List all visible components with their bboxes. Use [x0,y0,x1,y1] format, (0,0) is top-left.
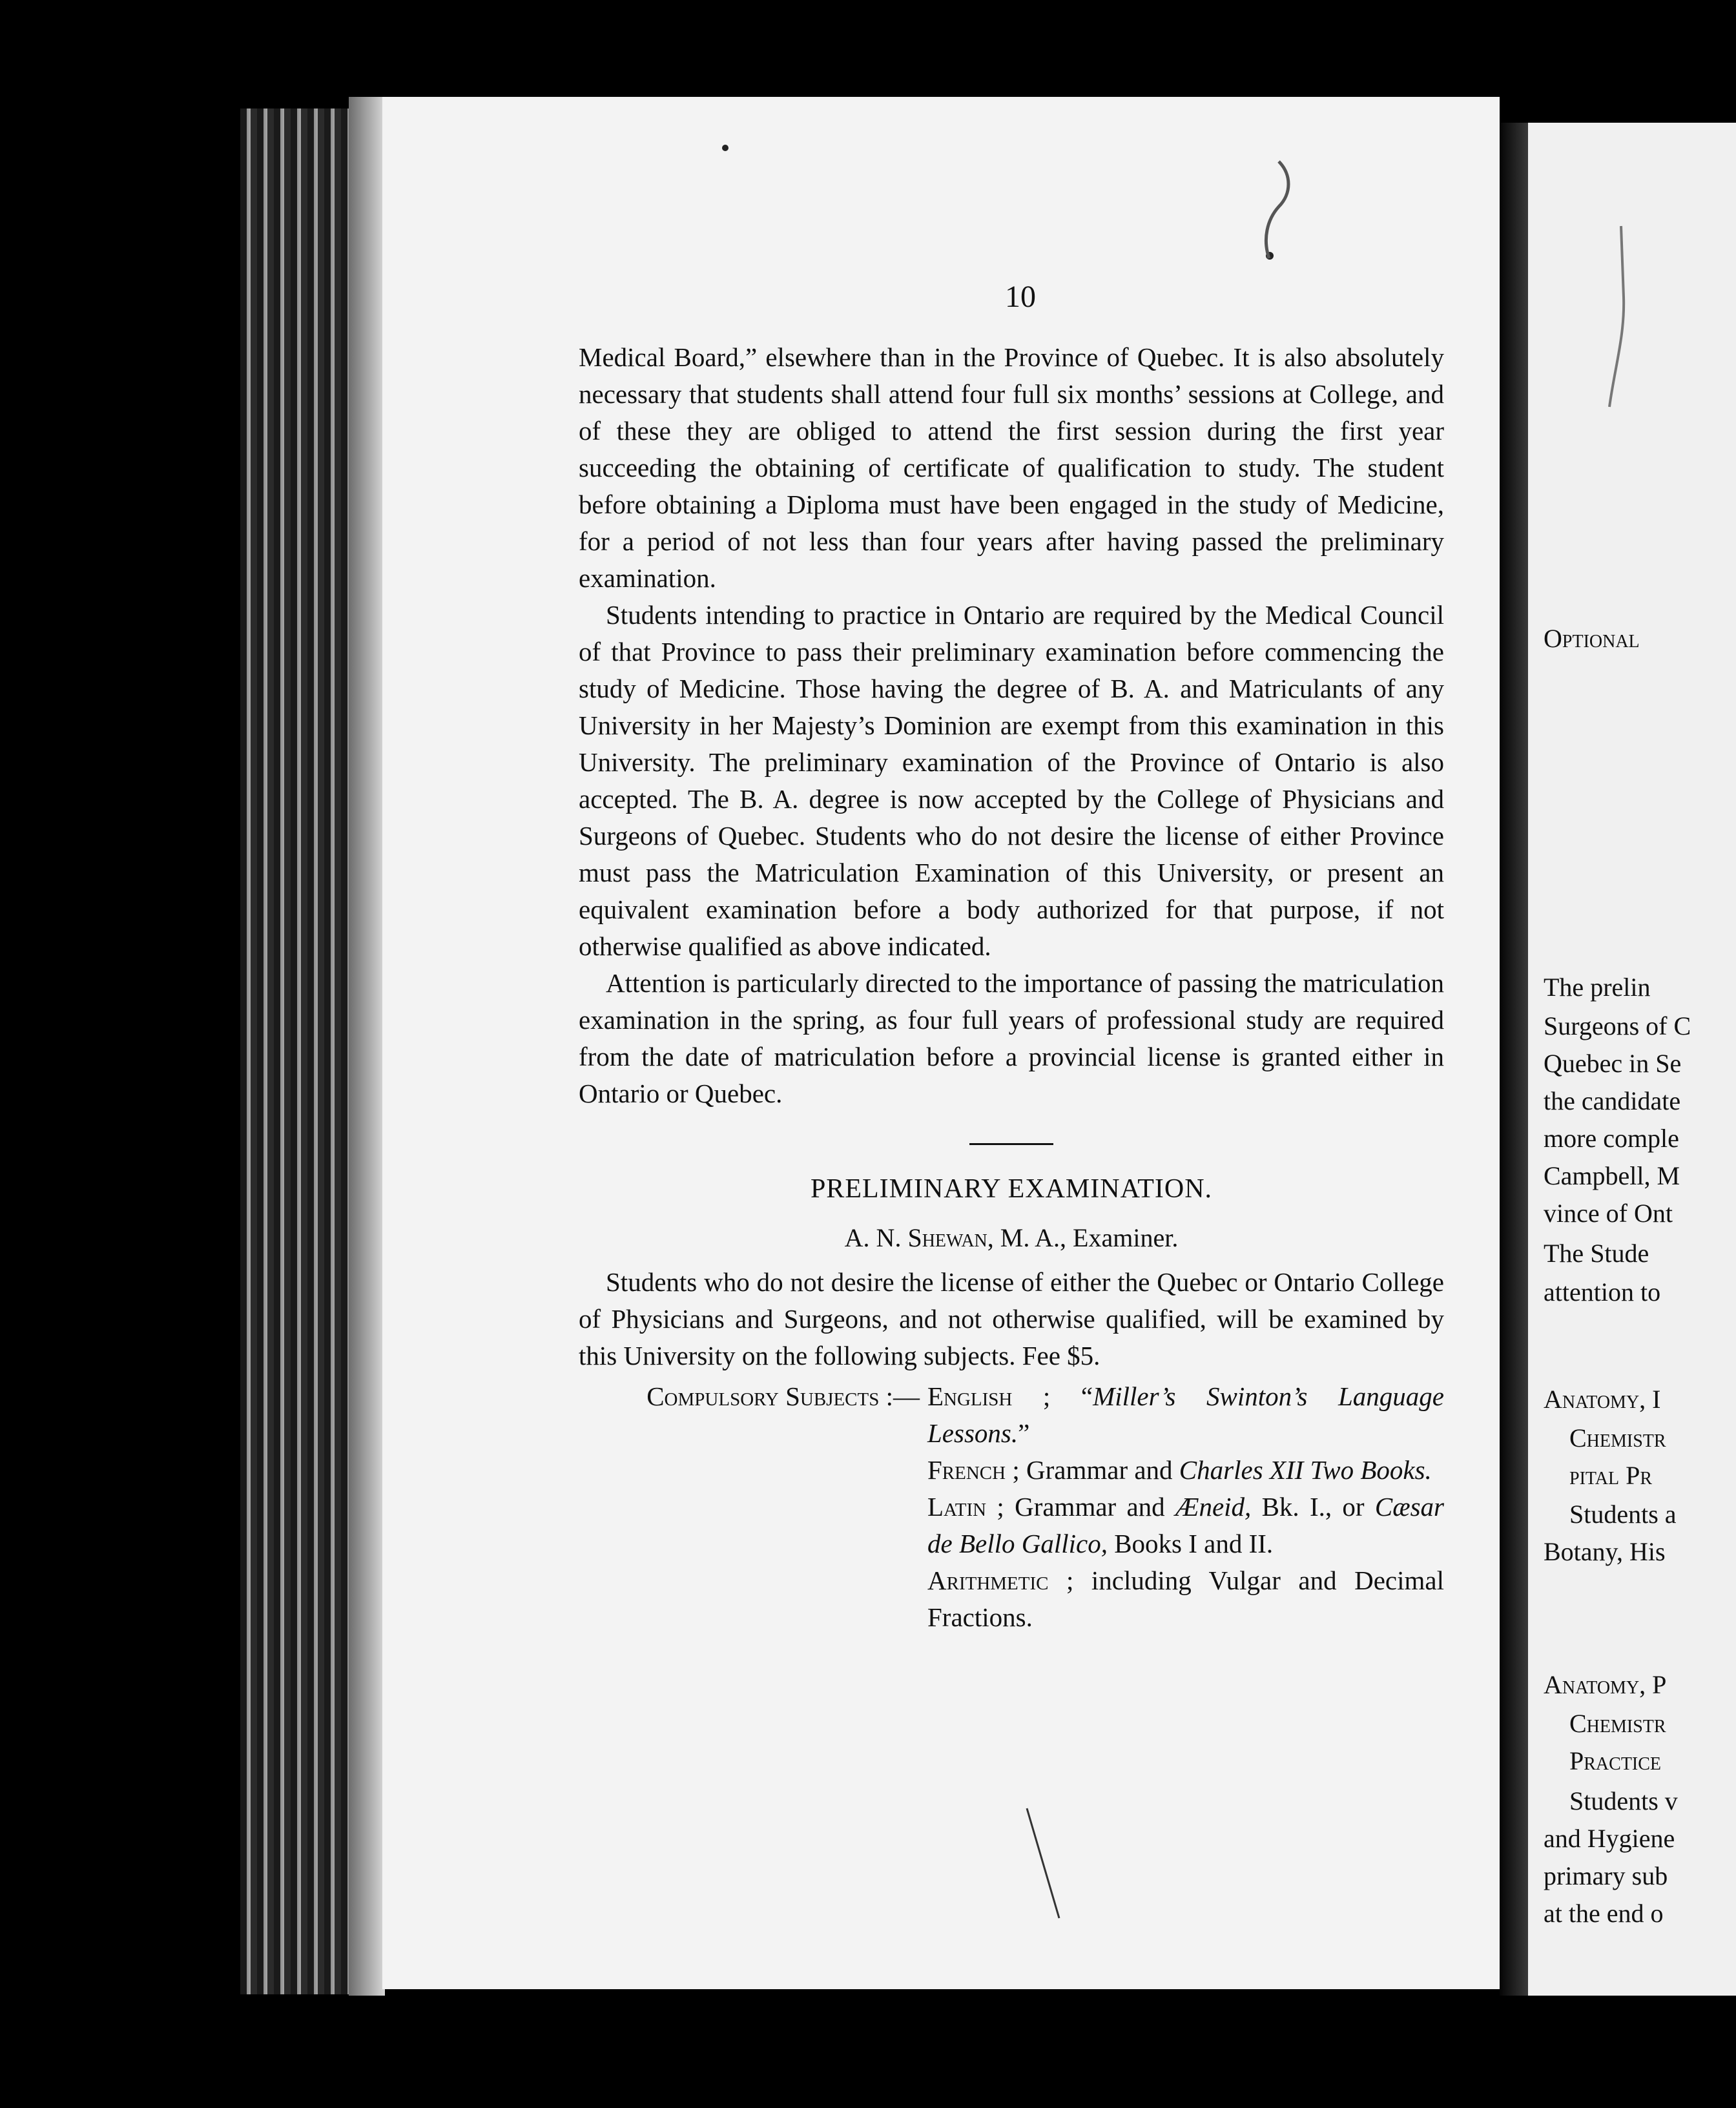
text-column [579,339,1444,1636]
right-page-line: Anatomy, I [1544,1385,1661,1414]
right-page-line: Practice [1569,1746,1662,1775]
book-page-edge-highlight [349,97,385,1996]
right-page-line: the candidate [1544,1086,1681,1115]
section-divider [969,1143,1053,1145]
subject-name: French [927,1455,1006,1485]
right-page-line: and Hygiene [1544,1824,1675,1853]
subject-name: English [927,1381,1013,1411]
subject-text-italic: Miller’s Swinton’s Language Lessons. [927,1381,1444,1448]
right-page-line: Optional [1544,624,1640,653]
scan-mark-squiggle [1253,155,1305,265]
subject-text-italic: Æneid, [1175,1492,1252,1522]
right-page-line: more comple [1544,1124,1679,1153]
subject-name: Latin [927,1492,987,1522]
right-page-line: pital Pr [1569,1461,1653,1490]
paragraph-ontario-students: Students intending to practice in Ontario are required by the Medical Council of that Province to pass their preliminary examination before commencing the study of Medicine. Those having the degree of B. A. and Matriculants of any University in her Majesty’s Dominion are exempt from this examination in this University. The preliminary examination of the Province of Ontario is also accepted. The B. A. degree is now accepted by the College of Physicians and Surgeons of Quebec. Students who do not desire the license of either Province must pass the Matriculation Examination of this University, or present an equivalent examination before a body authorized for that purpose, if not otherwise qualified as above indicated. [579,600,1444,961]
page-number: 10 [1005,280,1036,314]
right-page-line: Students v [1569,1786,1678,1815]
compulsory-label: Compulsory Subjects :— [646,1381,920,1411]
right-page-line: The prelin [1544,973,1651,1002]
examiner-name: A. N. Shewan, M. A., [844,1223,1067,1252]
subject-french: French ; Grammar and Charles XII Two Books. [927,1455,1432,1485]
paragraph-preliminary-intro: Students who do not desire the license of either the Quebec or Ontario College of Physicians and Surgeons, and not otherwise qualified, will be examined by this University on the following subjects. Fee $5. [579,1267,1444,1370]
subject-text-italic: Cæsar de Bello Gallico, [927,1492,1444,1558]
section-heading: PRELIMINARY EXAMINATION. [810,1174,1213,1204]
compulsory-subjects [579,1378,1444,1636]
book-gutter [1500,123,1528,1996]
subject-latin: Latin ; Grammar and Æneid, Bk. I., or Cæsar de Bello Gallico, Books I and II. [927,1492,1444,1558]
subject-text-italic: Charles XII Two Books. [1179,1455,1432,1485]
scan-mark-line [1020,1802,1072,1931]
subject-english: Compulsory Subjects :— English ; “Miller’s Swinton’s Language Lessons.” [579,1378,1444,1452]
right-page-line: Surgeons of C [1544,1011,1691,1040]
right-page-line: at the end o [1544,1899,1664,1928]
right-page-line: vince of Ont [1544,1199,1673,1228]
scan-mark-right [1602,220,1640,413]
paragraph-attention: Attention is particularly directed to the importance of passing the matriculation examination in the spring, as four full years of professional study are required from the date of matriculation before a provincial license is granted either in Ontario or Quebec. [579,968,1444,1108]
right-page-line: Campbell, M [1544,1161,1680,1190]
right-page-line: Chemistr [1569,1423,1666,1452]
paragraph-medical-board: Medical Board,” elsewhere than in the Province of Quebec. It is also absolutely necessary that students shall attend four full six months’ sessions at College, and of these they are obliged to attend the first session during the first year succeeding the obtaining of certificate of qualification to study. The student before obtaining a Diploma must have been engaged in the study of Medicine, for a period of not less than four years after having passed the preliminary examination. [579,342,1444,593]
right-page-line: primary sub [1544,1861,1668,1890]
examiner-role: Examiner. [1073,1223,1179,1252]
right-page-line: Anatomy, P [1544,1670,1667,1699]
right-page-line: Botany, His [1544,1537,1666,1566]
examiner-line [579,1219,1444,1256]
right-page-line: attention to [1544,1277,1661,1307]
right-page-line: Students a [1569,1500,1677,1529]
subject-name: Arithmetic [927,1566,1049,1595]
right-page-line: The Stude [1544,1239,1649,1268]
right-page-line: Quebec in Se [1544,1049,1682,1078]
subject-arithmetic: Arithmetic ; including Vulgar and Decimal Fractions. [927,1566,1444,1632]
right-page-line: Chemistr [1569,1709,1666,1738]
scan-speck [722,145,728,151]
